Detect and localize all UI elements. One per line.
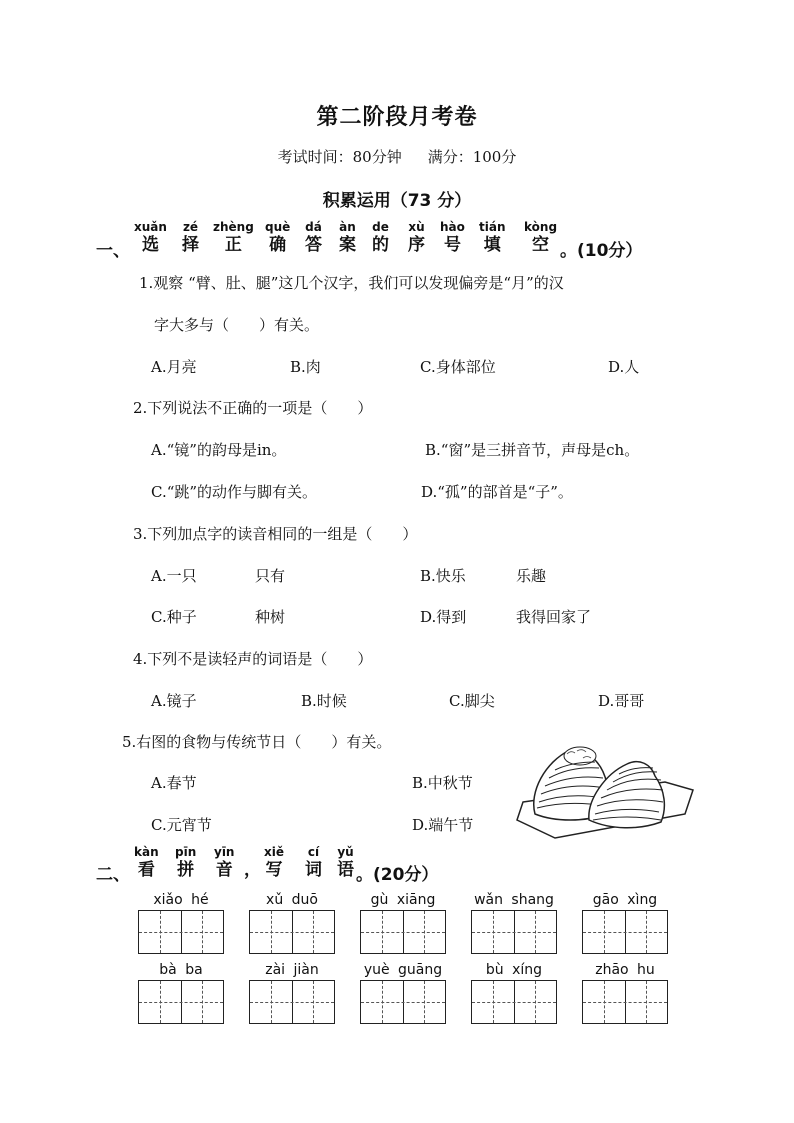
section2-word	[264, 845, 284, 880]
q3-option-d: D.得到	[420, 608, 467, 626]
grid-pinyin: bà ba	[159, 962, 203, 978]
q4-option-b: B.时候	[301, 692, 347, 710]
q2-option-d: D.“孤”的部首是“子”。	[421, 483, 573, 501]
pinyin: tián	[479, 220, 506, 234]
pinyin: xiě	[264, 845, 284, 859]
q2-option-b: B.“窗”是三拼音节，声母是ch。	[425, 441, 640, 459]
writing-grid	[249, 890, 335, 954]
section1-score: 。(10分）	[560, 241, 643, 261]
q4-option-d: D.哥哥	[598, 692, 645, 710]
writing-box[interactable]	[249, 980, 335, 1024]
q3-option-a: A.一只	[151, 567, 197, 585]
question-1-line1: 1.观察 “臂、肚、腿”这几个汉字，我们可以发现偏旁是“月”的汉	[139, 274, 564, 292]
pinyin: kàn	[134, 845, 159, 859]
exam-info	[0, 146, 794, 167]
section1-word	[524, 220, 557, 255]
section2-score: 。(20分）	[356, 865, 439, 885]
hanzi: 序	[408, 235, 425, 255]
writing-grid	[582, 960, 668, 1024]
pinyin: àn	[339, 220, 356, 234]
hanzi: 看	[137, 860, 155, 880]
exam-time: 考试时间：80分钟	[277, 148, 402, 166]
question-1-line2: 字大多与（ ）有关。	[154, 316, 320, 334]
writing-grid	[138, 960, 224, 1024]
hanzi: 号	[443, 235, 461, 255]
q5-option-b: B.中秋节	[412, 774, 473, 792]
hanzi: 选	[141, 235, 159, 255]
q5-option-d: D.端午节	[412, 816, 474, 834]
writing-grid	[249, 960, 335, 1024]
pinyin: yǔ	[337, 845, 354, 859]
section2-word	[244, 845, 261, 880]
section1-word	[305, 220, 322, 255]
q5-option-a: A.春节	[151, 774, 197, 792]
q1-option-c: C.身体部位	[420, 358, 496, 376]
grid-pinyin: gù xiāng	[370, 892, 436, 908]
writing-box[interactable]	[471, 980, 557, 1024]
pinyin: pīn	[175, 845, 197, 859]
grid-pinyin: xiǎo hé	[153, 892, 209, 908]
q2-option-a: A.“镜”的韵母是in。	[151, 441, 287, 459]
question-2: 2.下列说法不正确的一项是（ ）	[133, 399, 373, 417]
pinyin: de	[372, 220, 389, 234]
section1-word	[479, 220, 506, 255]
pinyin: xuǎn	[134, 220, 167, 234]
section2-word	[175, 845, 196, 880]
pinyin: cí	[307, 845, 320, 859]
writing-grid	[360, 890, 446, 954]
writing-box[interactable]	[360, 980, 446, 1024]
grid-pinyin: bù xíng	[485, 962, 543, 978]
q3-option-b: B.快乐	[420, 567, 466, 585]
pinyin: dá	[305, 220, 322, 234]
hanzi: 正	[224, 235, 242, 255]
pinyin: kòng	[524, 220, 558, 234]
grid-pinyin: wǎn shang	[474, 892, 554, 908]
hanzi: 语	[337, 860, 354, 880]
part-title: 积累运用（73 分）	[322, 191, 472, 211]
page-title: 第二阶段月考卷	[316, 105, 478, 130]
grid-pinyin: zài jiàn	[265, 962, 319, 978]
section1-word	[440, 220, 465, 255]
pinyin: zhèng	[213, 220, 254, 234]
grid-pinyin: gāo xìng	[592, 892, 658, 908]
section1-number: 一、	[96, 241, 130, 261]
grid-pinyin: zhāo hu	[595, 962, 655, 978]
hanzi: 写	[265, 860, 283, 880]
section2-word	[134, 845, 159, 880]
hanzi: 词	[305, 860, 322, 880]
pinyin: zé	[182, 220, 199, 234]
q1-option-a: A.月亮	[151, 358, 197, 376]
pinyin: xù	[408, 220, 425, 234]
section1-word	[265, 220, 290, 255]
hanzi: 空	[532, 235, 550, 255]
writing-box[interactable]	[138, 910, 224, 954]
q2-option-c: C.“跳”的动作与脚有关。	[151, 483, 318, 501]
section2-word	[305, 845, 322, 880]
q3-option-c-word: 种树	[255, 608, 286, 626]
writing-grid	[471, 890, 557, 954]
hanzi: 案	[339, 235, 356, 255]
question-4: 4.下列不是读轻声的词语是（ ）	[133, 650, 373, 668]
section2-word	[337, 845, 354, 880]
q4-option-a: A.镜子	[151, 692, 197, 710]
q5-option-c: C.元宵节	[151, 816, 212, 834]
section1-word	[372, 220, 389, 255]
section1-word	[134, 220, 167, 255]
section1-word	[339, 220, 356, 255]
writing-grid	[138, 890, 224, 954]
writing-box[interactable]	[582, 910, 668, 954]
hanzi: ，	[244, 860, 261, 880]
exam-score: 满分：100分	[427, 148, 517, 166]
hanzi: 拼	[177, 860, 195, 880]
grid-pinyin: yuè guāng	[363, 962, 443, 978]
pinyin	[244, 845, 261, 860]
hanzi: 填	[483, 235, 501, 255]
writing-box[interactable]	[249, 910, 335, 954]
writing-box[interactable]	[360, 910, 446, 954]
q3-option-d-word: 我得回家了	[516, 608, 592, 626]
writing-box[interactable]	[582, 980, 668, 1024]
section2-word	[214, 845, 234, 880]
section1-word	[408, 220, 425, 255]
q3-option-b-word: 乐趣	[516, 567, 547, 585]
question-5: 5.右图的食物与传统节日（ ）有关。	[122, 733, 392, 751]
hanzi: 确	[269, 235, 287, 255]
hanzi: 音	[215, 860, 233, 880]
hanzi: 择	[182, 235, 199, 255]
writing-grid	[360, 960, 446, 1024]
writing-grid	[471, 960, 557, 1024]
pinyin: què	[265, 220, 291, 234]
section2-number: 二、	[96, 865, 130, 885]
q1-option-d: D.人	[608, 358, 640, 376]
q1-option-b: B.肉	[290, 358, 321, 376]
zongzi-illustration	[515, 742, 695, 842]
writing-box[interactable]	[471, 910, 557, 954]
section1-word	[182, 220, 199, 255]
q3-option-a-word: 只有	[255, 567, 286, 585]
hanzi: 的	[372, 235, 389, 255]
q3-option-c: C.种子	[151, 608, 197, 626]
question-3: 3.下列加点字的读音相同的一组是（ ）	[133, 525, 418, 543]
q4-option-c: C.脚尖	[449, 692, 495, 710]
writing-grid	[582, 890, 668, 954]
section1-word	[213, 220, 254, 255]
writing-box[interactable]	[138, 980, 224, 1024]
hanzi: 答	[305, 235, 322, 255]
pinyin: yīn	[214, 845, 235, 859]
grid-pinyin: xǔ duō	[266, 892, 318, 908]
pinyin: hào	[440, 220, 465, 234]
